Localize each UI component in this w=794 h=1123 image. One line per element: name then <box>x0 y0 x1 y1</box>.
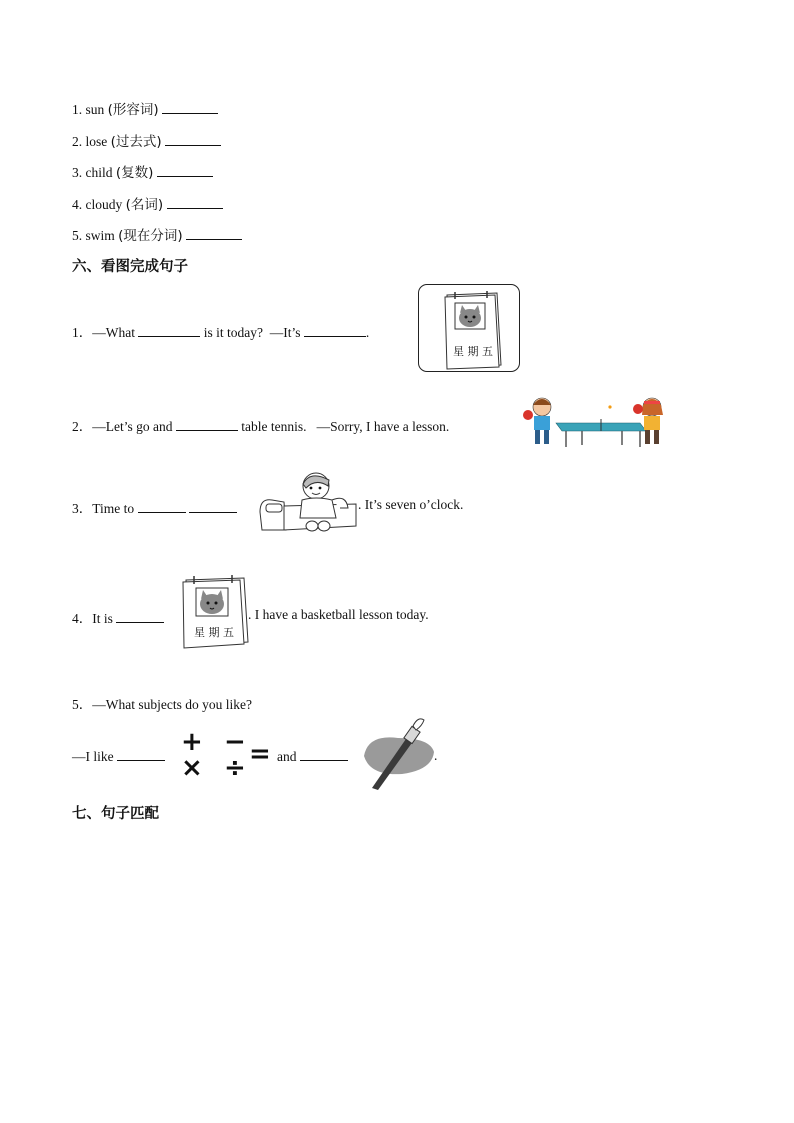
item-word: 3. child <box>72 165 113 180</box>
answer-blank[interactable] <box>186 227 242 240</box>
item-hint: (复数) <box>115 165 154 181</box>
question-2 <box>72 415 449 435</box>
answer-blank[interactable] <box>157 164 213 177</box>
answer-blank[interactable] <box>304 324 366 337</box>
q3-text-a: 3．Time to <box>72 501 135 516</box>
q4-text-a: 4．It is <box>72 611 113 626</box>
calendar-frame <box>418 284 520 372</box>
word-item-1 <box>72 98 218 118</box>
q2-text-a: 2．—Let’s go and <box>72 419 173 434</box>
word-item-3 <box>72 161 213 181</box>
word-item-4 <box>72 193 223 213</box>
q5-text-c: and <box>277 749 297 764</box>
q5-answer-line <box>72 748 165 765</box>
paintbrush-icon <box>358 716 438 792</box>
q1-text-b: is it today? <box>203 325 263 340</box>
q5-and <box>277 748 348 765</box>
get-up-boy-picture <box>256 468 360 536</box>
calendar-icon <box>419 285 519 371</box>
word-item-5 <box>72 224 242 244</box>
q4-text-b: . I have a basketball lesson today. <box>248 607 429 622</box>
calendar-label: 星 期 五 <box>453 345 493 358</box>
word-item-2 <box>72 130 221 150</box>
answer-blank[interactable] <box>167 196 223 209</box>
minus-icon: − <box>224 727 246 757</box>
calendar-icon-q4 <box>180 574 250 650</box>
answer-blank[interactable] <box>165 133 221 146</box>
item-word: 4. cloudy <box>72 197 123 212</box>
calendar-label: 星 期 五 <box>194 626 234 639</box>
answer-blank[interactable] <box>138 324 200 337</box>
question-4 <box>72 607 164 627</box>
answer-blank[interactable] <box>117 748 165 761</box>
q2-text-b: table tennis. <box>241 419 307 434</box>
answer-blank[interactable] <box>176 418 238 431</box>
answer-blank[interactable] <box>162 101 218 114</box>
table-tennis-picture <box>522 393 670 451</box>
item-hint: (名词) <box>125 197 164 213</box>
item-hint: (现在分词) <box>118 228 183 244</box>
answer-blank[interactable] <box>300 748 348 761</box>
section-7-heading: 七、句子匹配 <box>72 806 159 822</box>
question-1 <box>72 321 369 341</box>
plus-icon: + <box>181 727 203 757</box>
q1-text-c: —It’s <box>269 325 301 340</box>
item-word: 2. lose <box>72 134 108 149</box>
answer-blank[interactable] <box>116 610 164 623</box>
equals-icon: = <box>249 739 271 769</box>
divide-icon: ÷ <box>224 753 246 783</box>
answer-blank[interactable] <box>189 500 237 513</box>
item-word: 5. swim <box>72 228 115 243</box>
q1-text-a: 1．—What <box>72 325 135 340</box>
answer-blank[interactable] <box>138 500 186 513</box>
question-5: 5．—What subjects do you like? <box>72 697 252 712</box>
section-6-heading: 六、看图完成句子 <box>72 259 188 275</box>
times-icon: × <box>181 753 203 783</box>
q1-text-d: . <box>365 325 370 340</box>
question-3 <box>72 497 237 517</box>
q3-text-b: . It’s seven o’clock. <box>358 497 464 512</box>
item-word: 1. sun <box>72 102 105 117</box>
item-hint: (形容词) <box>107 102 159 118</box>
q2-text-c: —Sorry, I have a lesson. <box>316 419 450 434</box>
q5-text-b: —I like <box>72 749 114 764</box>
q5-text-d: . <box>434 748 438 763</box>
item-hint: (过去式) <box>110 134 162 150</box>
